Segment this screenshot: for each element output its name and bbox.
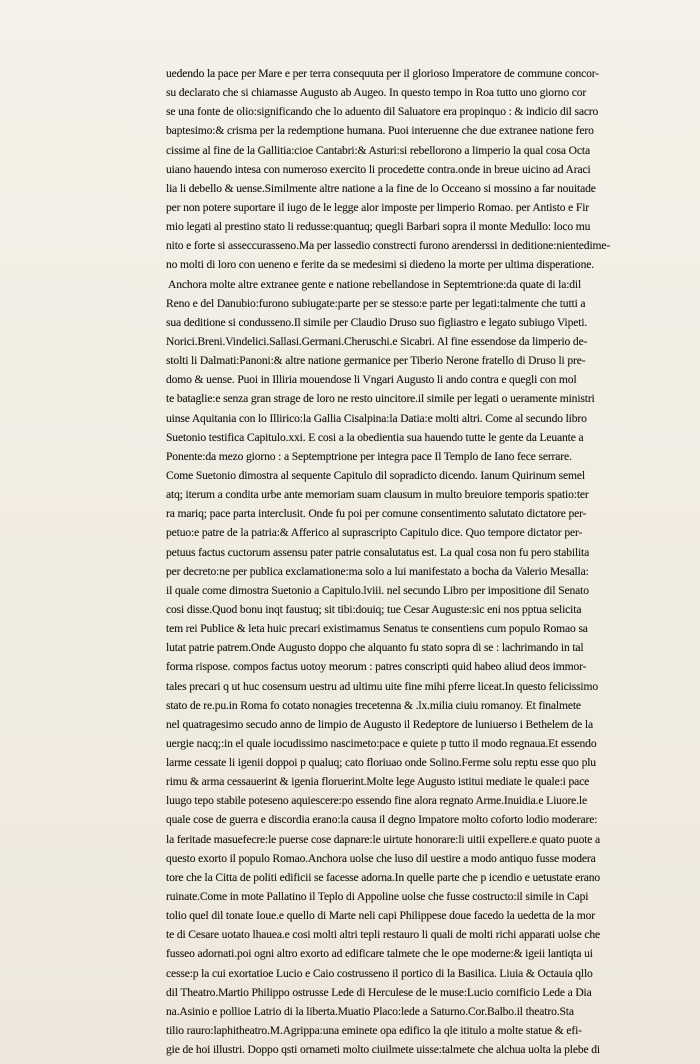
paragraph-start-line: Anchora molte altre extranee gente e natione rebellandose in Septemtrione:da quate di la:dil bbox=[168, 277, 582, 291]
text-line: cissime al fine de la Gallitia:cioe Cantabri:& Asturi:si rebellorono a limperio la qual cosa Octa bbox=[166, 143, 590, 157]
text-line: tilio rauro:laphitheatro.M.Agrippa:una eminete opa edifico la qle ititulo a molte statue & efi- bbox=[166, 1024, 582, 1038]
text-line: ra mariq; pace parta interclusit. Onde fu poi per comune consentimento salutato dictatore per- bbox=[166, 507, 587, 521]
faint-bleedthrough-mark bbox=[188, 894, 234, 905]
text-line: per decreto:ne per publica exclamatione:ma solo a lui manifestato a bocha da Valerio Mesalla: bbox=[166, 564, 589, 578]
text-line: Norici.Breni.Vindelici.Sallasi.Germani.Cheruschi.e Sicabri. Al fine essendose da limperio de- bbox=[166, 334, 588, 348]
text-line: uiano hauendo intesa con numeroso exercito li procedette contra.onde in breue uicino ad Araci bbox=[166, 162, 591, 176]
text-line: Suetonio testifica Capitulo.xxi. E cosi a la obedientia sua hauendo tutte le gente da Leuante a bbox=[166, 430, 584, 444]
text-line: na.Asinio e pollioe Latrio di la liberta.Muatio Placo:lede a Saturno.Cor.Balbo.il theatro.Sta bbox=[166, 1004, 574, 1018]
text-line: fusseo adornati.poi ogni altro exorto ad edificare talmete che le ope moderne:& igeii lantiqta ui bbox=[166, 947, 593, 961]
text-line: dil Theatro.Martio Philippo ostrusse Lede di Herculese de le muse:Lucio cornificio Lede a Dia bbox=[166, 985, 592, 999]
text-line: lutat patrie patrem.Onde Augusto doppo che alquanto fu stato sopra di se : lachrimando in tal bbox=[166, 641, 584, 655]
text-line: baptesimo:& crisma per la redemptione humana. Puoi interuenne che due extranee natione fero bbox=[166, 124, 594, 138]
text-line: uergie nacq;:in el quale iocudissimo nascimeto:pace e quiete p tutto il modo regnaua.Et essendo bbox=[166, 736, 597, 750]
text-line: la feritade masuefecre:le puerse cose dapnare:le uirtute honorare:li uitii expellere.e quato puote a bbox=[166, 832, 601, 846]
text-line: larme cessate li igenii doppoi p qualuq; cato floriuao onde Solino.Ferme solu reptu esse quo plu bbox=[166, 756, 596, 770]
text-line: per non potere suportare il iugo de le legge alor imposte per limperio Romao. per Antisto e Fir bbox=[166, 200, 589, 214]
text-line: nel quatragesimo secudo anno de limpio de Augusto il Redeptore de luniuerso i Bethelem de la bbox=[166, 717, 593, 731]
text-line: petuus factus cuctorum assensu pater patrie consalutatus est. La qual cosa non fu pero stabilita bbox=[166, 545, 590, 559]
text-line: quale cose de guerra e discordia erano:la causa il degno Impatore molto coforto lodio moderare: bbox=[166, 813, 598, 827]
text-column bbox=[166, 64, 636, 1059]
text-line: te di Cesare uotato lhauea.e cosi molti altri tepli restauro li quali de molti richi apparati uolse che bbox=[166, 928, 600, 942]
text-line: uinse Aquitania con lo Illirico:la Gallia Cisalpina:la Datia:e molti altri. Come al secundo libro bbox=[166, 411, 587, 425]
text-line: Ponente:da mezo giorno : a Septemptrione per integra pace Il Templo de Iano fece serrare. bbox=[166, 449, 572, 463]
text-line: questo exorto il populo Romao.Anchora uolse che luso dil uestire a modo antiquo fusse modera bbox=[166, 851, 596, 865]
text-line: nito e forte si asseccurasseno.Ma per lassedio constrecti furono arenderssi in deditione:nientedime- bbox=[166, 239, 611, 253]
text-line: forma rispose. compos factus uotoy meorum : patres conscripti quid habeo aliud deos immor- bbox=[166, 660, 587, 674]
text-line: se una fonte de olio:significando che lo aduento dil Saluatore era propinquo : & indicio dil sacro bbox=[166, 105, 599, 119]
text-line: Reno e del Danubio:furono subiugate:parte per se stesso:e parte per legati:talmente che tutti a bbox=[166, 296, 586, 310]
text-line: te bataglie:e senza gran strage de loro ne resto uincitore.il simile per legati o ueramente ministri bbox=[166, 392, 595, 406]
text-line: stolti li Dalmati:Panoni:& altre natione germanice per Tiberio Nerone fratello di Druso li pre- bbox=[166, 354, 586, 368]
text-line: uedendo la pace per Mare e per terra consequuta per il glorioso Imperatore de commune concor- bbox=[166, 67, 599, 80]
text-line: il quale come dimostra Suetonio a Capitulo.lviii. nel secundo Libro per impositione dil Senato bbox=[166, 583, 589, 597]
text-line: atq; iterum a condita urbe ante memoriam suam clausum in multo breuiore temporis spatio:ter bbox=[166, 488, 589, 502]
text-line: no molti di loro con ueneno e ferite da se medesimi si diedeno la morte per ultima disperatione. bbox=[166, 258, 594, 272]
text-line: sua deditione si condusseno.Il simile per Claudio Druso suo figliastro e legato subiugo Vipeti. bbox=[166, 315, 588, 329]
text-line: cesse:p la cui exortatioe Lucio e Caio costrusseno il portico di la Basilica. Liuia & Octauia qllo bbox=[166, 966, 593, 980]
text-line: cosi disse.Quod bonu inqt faustuq; sit tibi:douiq; tue Cesar Auguste:sic eni nos pptua selicita bbox=[166, 602, 582, 616]
text-line: tem rei Publice & leta huic precari existimamus Senatus te consentiens cum populo Romao sa bbox=[166, 622, 588, 636]
text-line: gie de hoi illustri. Doppo qsti ornameti molto ciuilmete uisse:talmete che alchua uolta la plebe di bbox=[166, 1043, 600, 1057]
text-line: su declarato che si chiamasse Augusto ab Augeo. In questo tempo in Roa tutto uno giorno cor bbox=[166, 86, 587, 100]
text-line: rimu & arma cessauerint & igenia floruerint.Molte lege Augusto istitui mediate le quale:i pace bbox=[166, 775, 590, 789]
text-line: tore che la Citta de politi edificii se facesse adorna.In quelle parte che p icendio e uetustate erano bbox=[166, 870, 601, 884]
text-line: tolio quel dil tonate Ioue.e quello di Marte neli capi Philippese doue facedo la uedetta de la mor bbox=[166, 909, 595, 923]
text-line: ruinate.Come in mote Pallatino il Teplo di Appoline uolse che fusse costructo:il simile in Capi bbox=[166, 890, 589, 904]
text-line: Come Suetonio dimostra al sequente Capitulo dil sopradicto dicendo. Ianum Quirinum semel bbox=[166, 468, 585, 482]
text-line: lia li debello & uense.Similmente altre natione a la fine de lo Occeano si mossino a far nouitade bbox=[166, 181, 596, 195]
text-line: petuo:e patre de la patria:& Afferico al suprascripto Capitulo dice. Quo tempore dictator per- bbox=[166, 526, 583, 540]
text-line: tales precari q ut huc cosensum uestru ad ultimu uite fine mihi pferre liceat.In questo felicissimo bbox=[166, 679, 599, 693]
text-line: luugo tepo stabile poteseno aquiescere:po essendo fine alora regnato Arme.Inuidia.e Liuore.le bbox=[166, 794, 587, 808]
text-line: mio legati al prestino stato li redusse:quantuq; quegli Barbari sopra il monte Medullo: loco mu bbox=[166, 220, 591, 234]
text-line: stato de re.pu.in Roma fo cotato nonagies trecetenna & .lx.milia ciuiu romanoy. Et finalmete bbox=[166, 698, 581, 712]
text-line: domo & uense. Puoi in Illiria mouendose li Vngari Augusto li ando contra e quegli con mol bbox=[166, 373, 577, 387]
